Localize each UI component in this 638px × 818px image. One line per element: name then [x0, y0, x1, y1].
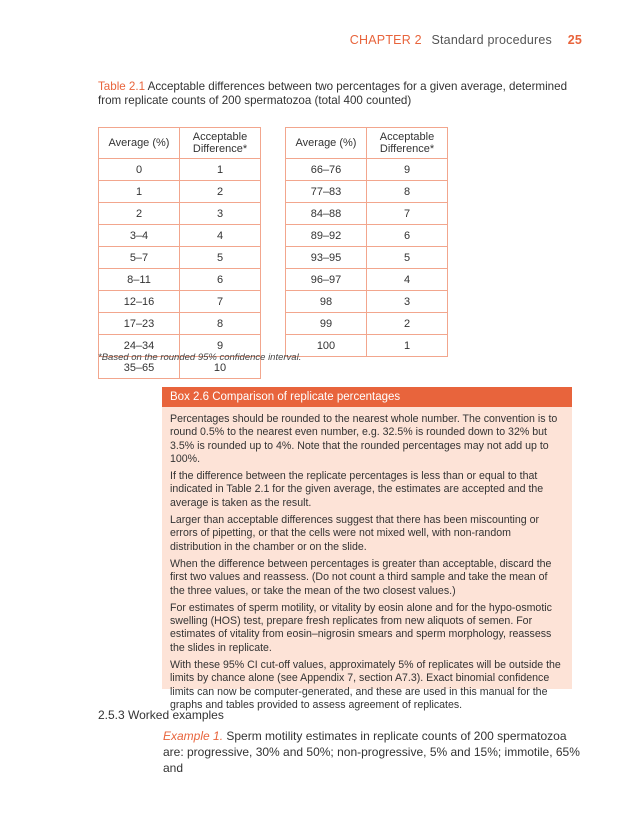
- table-row: [286, 291, 448, 313]
- cell-difference: 3: [180, 203, 261, 225]
- table-row: [99, 203, 261, 225]
- cell-average: 3–4: [99, 225, 180, 247]
- table-row: [99, 225, 261, 247]
- cell-difference: 10: [180, 357, 261, 379]
- table-right: [285, 127, 448, 357]
- table-caption-label: Table 2.1: [98, 80, 146, 93]
- cell-difference: 2: [367, 313, 448, 335]
- cell-difference: 2: [180, 181, 261, 203]
- box-paragraph: Percentages should be rounded to the nearest whole number. The convention is to round 0.5% to the nearest even number, e.g. 32.5% is rounded down to 32% but 3.5% is rounded up to 4%. Note that the rounded percentages may not add up to 100%.: [170, 413, 558, 465]
- table-header-difference: Acceptable Difference*: [367, 128, 448, 159]
- table-row: [286, 247, 448, 269]
- cell-difference: 1: [180, 159, 261, 181]
- cell-average: 0: [99, 159, 180, 181]
- chapter-label: CHAPTER 2: [349, 33, 422, 47]
- cell-average: 8–11: [99, 269, 180, 291]
- table-header-average: Average (%): [286, 128, 367, 159]
- box-paragraph: With these 95% CI cut-off values, approximately 5% of replicates will be outside the limits by chance alone (see Appendix 7, section A7.3). Exact binomial confidence limits can now be computer-generated, and these are used in this manual for the graphs and tables provided to assess agreement of replicates.: [170, 659, 561, 711]
- cell-average: 93–95: [286, 247, 367, 269]
- cell-difference: 6: [180, 269, 261, 291]
- cell-average: 5–7: [99, 247, 180, 269]
- cell-average: 35–65: [99, 357, 180, 379]
- table-row: [99, 313, 261, 335]
- table-row: [286, 225, 448, 247]
- table-header-average: Average (%): [99, 128, 180, 159]
- table-caption-text: Acceptable differences between two percentages for a given average, determined from replicate counts of 200 spermatozoa (total 400 counted): [98, 80, 568, 107]
- table-row: [99, 269, 261, 291]
- example-text: Sperm motility estimates in replicate counts of 200 spermatozoa are: progressive, 30% and 50%; non-progressive, 5% and 15%; immotile, 65% and: [163, 729, 580, 775]
- cell-difference: 9: [367, 159, 448, 181]
- box-body: [162, 407, 572, 712]
- box-paragraph: When the difference between percentages is greater than acceptable, discard the first two values and reassess. (Do not count a third sample and take the mean of the three values, or take the mean of the two closest values.): [170, 557, 552, 597]
- table-row: [99, 159, 261, 181]
- cell-average: 77–83: [286, 181, 367, 203]
- cell-difference: 6: [367, 225, 448, 247]
- table-caption: [98, 80, 568, 108]
- table-left: [98, 127, 261, 379]
- page-header: [350, 33, 582, 47]
- cell-difference: 4: [180, 225, 261, 247]
- table-row: [286, 313, 448, 335]
- section-heading: 2.5.3 Worked examples: [98, 708, 224, 722]
- box-paragraph: For estimates of sperm motility, or vitality by eosin alone and for the hypo-osmotic swelling (HOS) test, prepare fresh replicates from new aliquots of semen. For estimates of vitality from eosin–nigrosin smears and sperm morphology, reassess the slides in replicate.: [170, 601, 552, 654]
- cell-difference: 5: [180, 247, 261, 269]
- box-paragraph: If the difference between the replicate percentages is less than or equal to that indicated in Table 2.1 for the given average, the estimates are accepted and the average is taken as the result.: [170, 470, 544, 509]
- cell-difference: 3: [367, 291, 448, 313]
- cell-average: 2: [99, 203, 180, 225]
- box-replicate-percentages: [162, 387, 572, 711]
- table-row: [286, 203, 448, 225]
- cell-average: 99: [286, 313, 367, 335]
- cell-average: 17–23: [99, 313, 180, 335]
- example-label: Example 1.: [163, 729, 224, 743]
- cell-difference: 8: [367, 181, 448, 203]
- table-row: [286, 335, 448, 357]
- table-row: [99, 291, 261, 313]
- cell-average: 98: [286, 291, 367, 313]
- table-row: [99, 181, 261, 203]
- cell-average: 12–16: [99, 291, 180, 313]
- cell-average: 24–34: [99, 335, 180, 357]
- cell-average: 84–88: [286, 203, 367, 225]
- cell-difference: 7: [367, 203, 448, 225]
- cell-average: 1: [99, 181, 180, 203]
- cell-difference: 1: [367, 335, 448, 357]
- table-row: [286, 159, 448, 181]
- cell-difference: 5: [367, 247, 448, 269]
- cell-difference: 4: [367, 269, 448, 291]
- table-row: [99, 247, 261, 269]
- table-footnote: *Based on the rounded 95% confidence interval.: [98, 352, 302, 363]
- cell-average: 100: [286, 335, 367, 357]
- table-row: [286, 269, 448, 291]
- cell-average: 66–76: [286, 159, 367, 181]
- example-paragraph: [163, 728, 583, 776]
- cell-difference: 7: [180, 291, 261, 313]
- page-number: 25: [567, 33, 582, 47]
- cell-difference: 8: [180, 313, 261, 335]
- box-paragraph: Larger than acceptable differences suggest that there has been miscounting or errors of pipetting, or that the cells were not mixed well, with non-random distribution in the chamber or on the slide.: [170, 514, 540, 553]
- table-row: [286, 181, 448, 203]
- table-header-difference: Acceptable Difference*: [180, 128, 261, 159]
- box-title: Box 2.6 Comparison of replicate percentages: [162, 387, 572, 407]
- cell-difference: 9: [180, 335, 261, 357]
- cell-average: 96–97: [286, 269, 367, 291]
- cell-average: 89–92: [286, 225, 367, 247]
- chapter-title: Standard procedures: [431, 33, 552, 47]
